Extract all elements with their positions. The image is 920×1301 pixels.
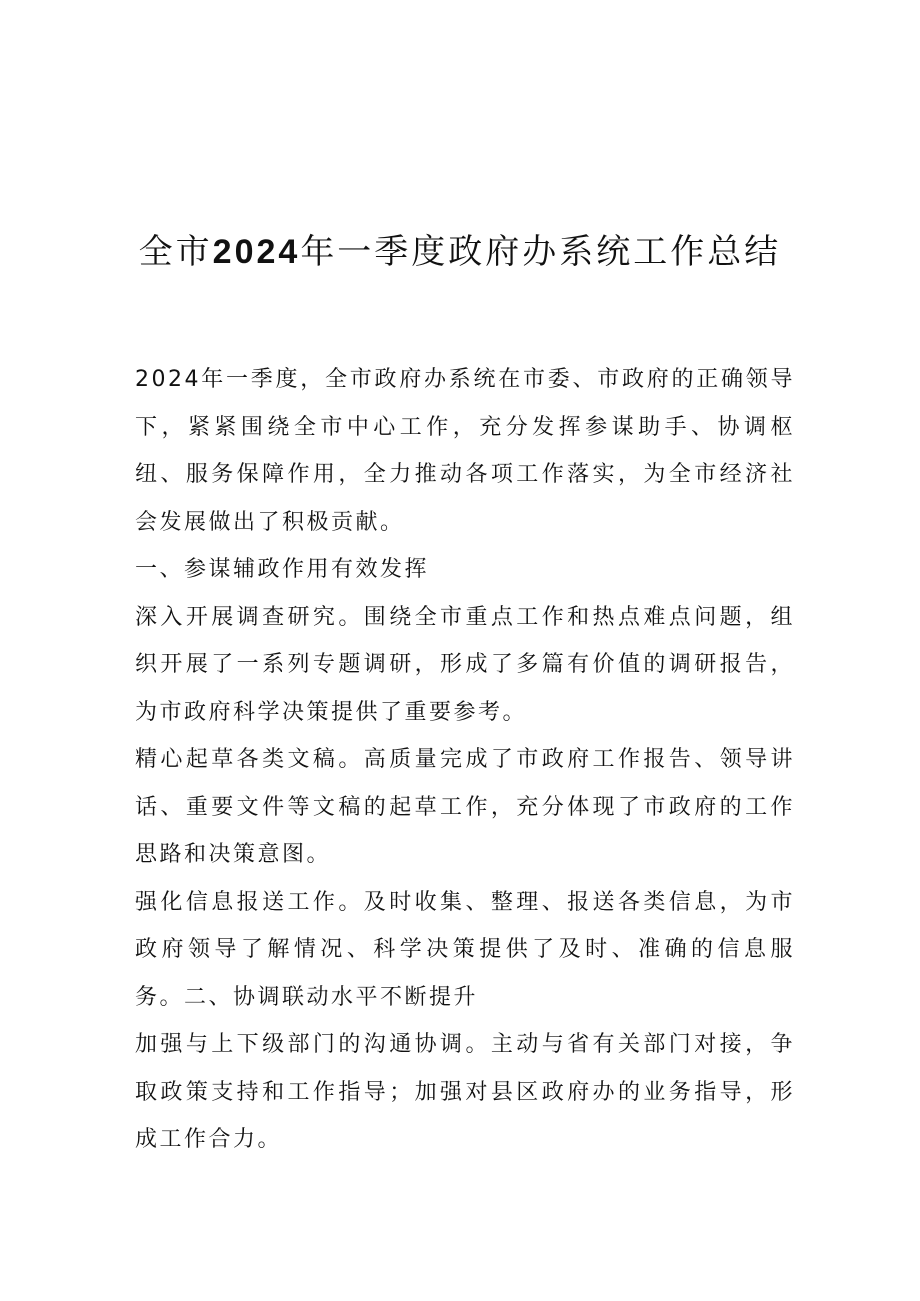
paragraph-research: 深入开展调查研究。围绕全市重点工作和热点难点问题，组织开展了一系列专题调研，形成了多篇有价值的调研报告，为市政府科学决策提供了重要参考。 — [135, 604, 795, 725]
paragraph-coordination: 加强与上下级部门的沟通协调。主动与省有关部门对接，争取政策支持和工作指导；加强对县区政府办的业务指导，形成工作合力。 — [135, 1032, 795, 1152]
paragraph-intro: 2024年一季度，全市政府办系统在市委、市政府的正确领导下，紧紧围绕全市中心工作，充分发挥参谋助手、协调枢纽、服务保障作用，全力推动各项工作落实，为全市经济社会发展做出了积极贡献。 — [135, 367, 795, 535]
paragraph-information: 强化信息报送工作。及时收集、整理、报送各类信息，为市政府领导了解情况、科学决策提供了及时、准确的信息服务。二、协调联动水平不断提升 — [135, 889, 795, 1010]
document-body — [135, 356, 795, 1164]
paragraph-drafting: 精心起草各类文稿。高质量完成了市政府工作报告、领导讲话、重要文件等文稿的起草工作，充分体现了市政府的工作思路和决策意图。 — [135, 747, 795, 867]
section-heading-1: 一、参谋辅政作用有效发挥 — [135, 557, 430, 582]
document-title: 全市2024年一季度政府办系统工作总结 — [138, 232, 782, 272]
